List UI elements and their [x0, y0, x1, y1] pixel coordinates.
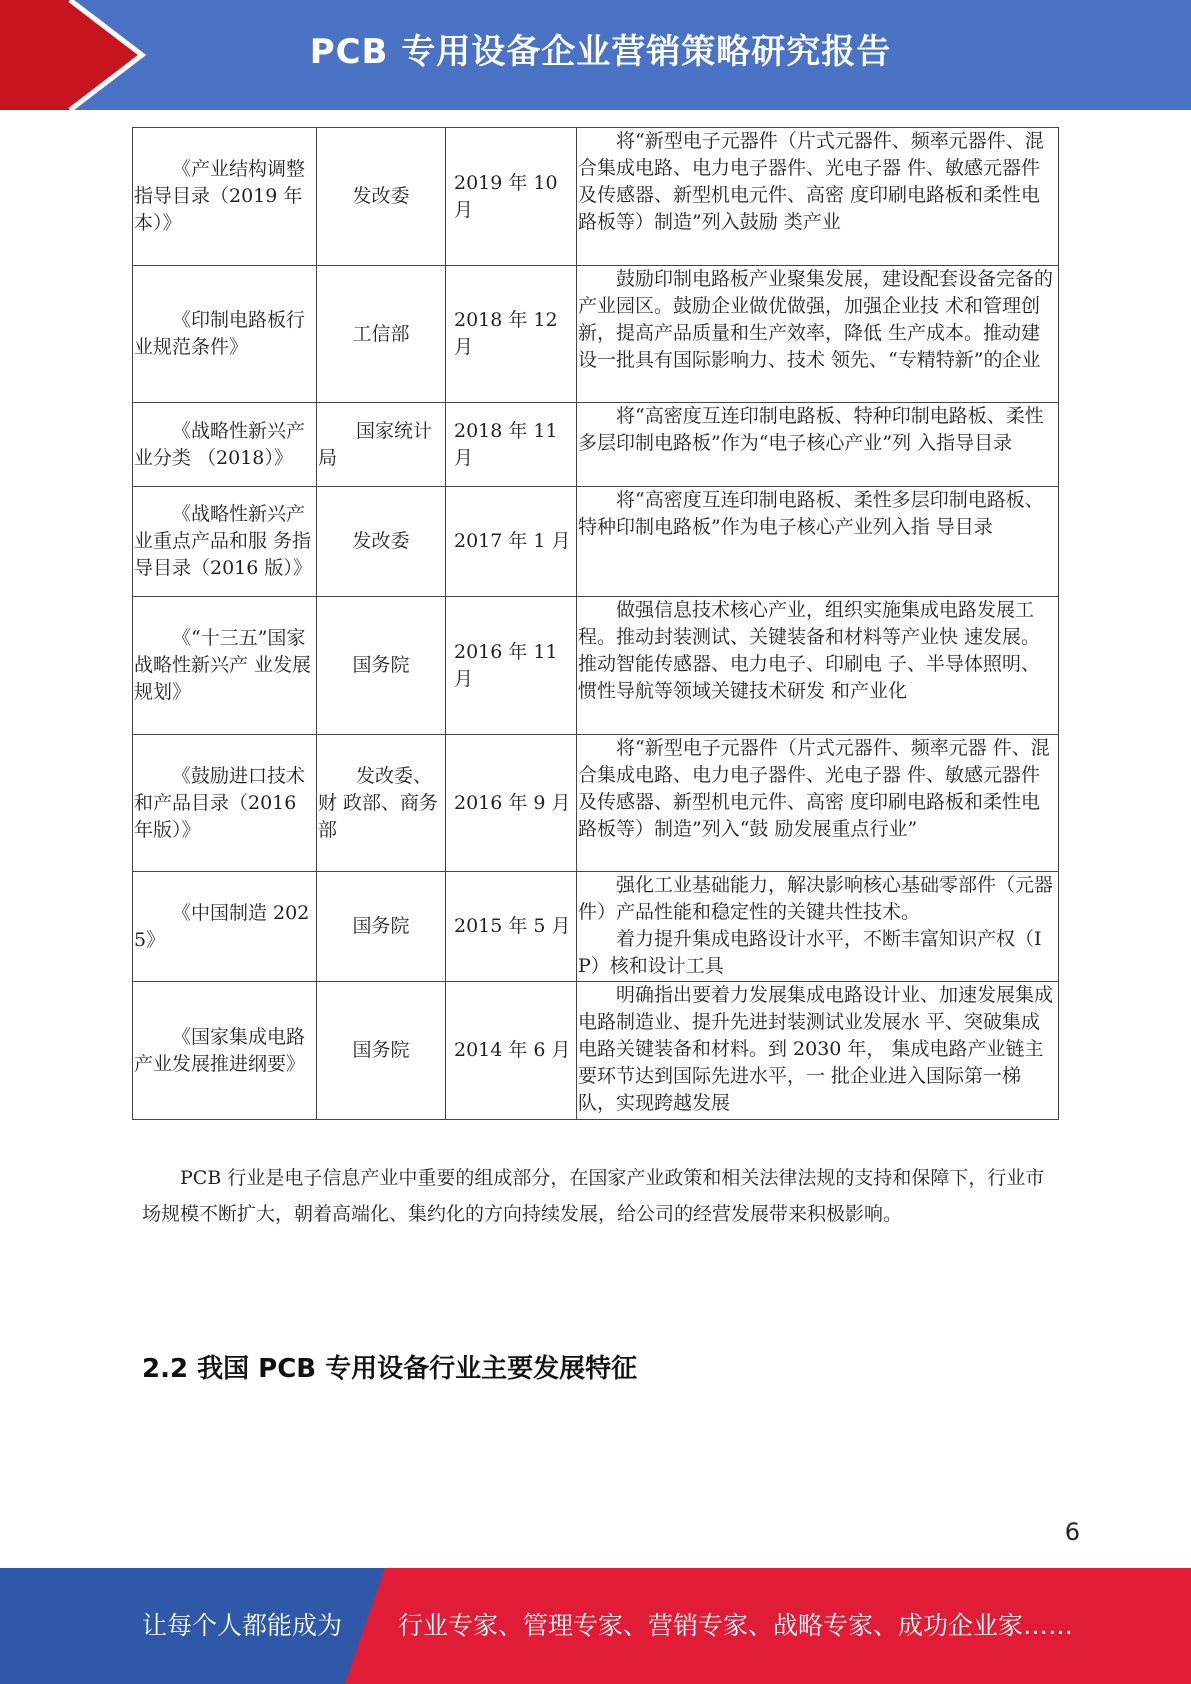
page-header	[0, 0, 1191, 110]
table-row	[133, 872, 1059, 982]
issuing-body: 发改委	[317, 487, 446, 597]
issuing-body: 国务院	[317, 982, 446, 1120]
footer-slogan-right: 行业专家、管理专家、营销专家、战略专家、成功企业家……	[398, 1611, 1074, 1640]
policy-name: 《战略性新兴产业分类 （2018）》	[133, 403, 317, 487]
footer-slogan-left: 让每个人都能成为	[142, 1611, 343, 1640]
policy-name: 《国家集成电路产业发展推进纲要》	[133, 982, 317, 1120]
table-row	[133, 403, 1059, 487]
issue-date: 2015 年 5 月	[446, 872, 577, 982]
table-row	[133, 487, 1059, 597]
report-title: PCB 专用设备企业营销策略研究报告	[309, 32, 892, 72]
policy-content: 将“高密度互连印制电路板、柔性多层印制电路板、特种印制电路板”作为电子核心产业列入指 导目录	[577, 487, 1059, 597]
policy-content-para-2: 着力提升集成电路设计水平，不断丰富知识产权（IP）核和设计工具	[578, 928, 1042, 977]
issue-date: 2016 年 11 月	[446, 597, 577, 735]
table-row	[133, 597, 1059, 735]
policy-content: 做强信息技术核心产业，组织实施集成电路发展工程。推动封装测试、关键装备和材料等产业快 速发展。推动智能传感器、电力电子、印刷电 子、半导体照明、惯性导航等领域关键技术研发 和产业化	[577, 597, 1059, 735]
issuing-body: 国务院	[317, 872, 446, 982]
policy-content: 将“新型电子元器件（片式元器件、频率元器 件、混合集成电路、电力电子器件、光电子器 件、敏感元器件及传感器、新型机电元件、高密 度印刷电路板和柔性电路板等）制造”列入“鼓 励发展重点行业”	[577, 735, 1059, 872]
table-row	[133, 266, 1059, 403]
policy-content-para-1: 强化工业基础能力，解决影响核心基础零部件（元器件）产品性能和稳定性的关键共性技术。	[578, 874, 1054, 923]
policy-table	[132, 127, 1059, 1120]
issuing-body: 发改委	[317, 128, 446, 266]
table-row	[133, 128, 1059, 266]
policy-content: 鼓励印制电路板产业聚集发展，建设配套设备完备的产业园区。鼓励企业做优做强，加强企业技 术和管理创新，提高产品质量和生产效率，降低 生产成本。推动建设一批具有国际影响力、技术 领先、“专精特新”的企业	[577, 266, 1059, 403]
section-heading: 2.2 我国 PCB 专用设备行业主要发展特征	[142, 1354, 638, 1384]
policy-name: 《“十三五”国家战略性新兴产 业发展规划》	[133, 597, 317, 735]
policy-name: 《产业结构调整指导目录（2019 年本）》	[133, 128, 317, 266]
issue-date: 2018 年 12 月	[446, 266, 577, 403]
policy-name: 《印制电路板行业规范条件》	[133, 266, 317, 403]
issue-date: 2019 年 10 月	[446, 128, 577, 266]
policy-name: 《战略性新兴产业重点产品和服 务指导目录（2016 版）》	[133, 487, 317, 597]
page-number: 6	[1064, 1518, 1080, 1546]
page-footer	[0, 1568, 1191, 1684]
policy-name: 《中国制造 2025》	[133, 872, 317, 982]
policy-content: 将“高密度互连印制电路板、特种印制电路板、柔性多层印制电路板”作为“电子核心产业”列 入指导目录	[577, 403, 1059, 487]
body-paragraph: PCB 行业是电子信息产业中重要的组成部分，在国家产业政策和相关法律法规的支持和保障下，行业市场规模不断扩大，朝着高端化、集约化的方向持续发展，给公司的经营发展带来积极影响。	[142, 1167, 1045, 1225]
policy-content: 明确指出要着力发展集成电路设计业、加速发展集成电路制造业、提升先进封装测试业发展水 平、突破集成电路关键装备和材料。到 2030 年， 集成电路产业链主要环节达到国际先进水平，一 批企业进入国际第一梯队，实现跨越发展	[577, 982, 1059, 1120]
table-row	[133, 982, 1059, 1120]
issuing-body: 发改委、财 政部、商务 部	[317, 735, 446, 872]
issuing-body: 国家统计局	[317, 403, 446, 487]
policy-name: 《鼓励进口技术和产品目录（2016 年版）》	[133, 735, 317, 872]
issue-date: 2016 年 9 月	[446, 735, 577, 872]
policy-content	[577, 872, 1059, 982]
issuing-body: 国务院	[317, 597, 446, 735]
issue-date: 2017 年 1 月	[446, 487, 577, 597]
table-row	[133, 735, 1059, 872]
issue-date: 2018 年 11 月	[446, 403, 577, 487]
issuing-body: 工信部	[317, 266, 446, 403]
issue-date: 2014 年 6 月	[446, 982, 577, 1120]
policy-content: 将“新型电子元器件（片式元器件、频率元器件、混合集成电路、电力电子器件、光电子器 件、敏感元器件及传感器、新型机电元件、高密 度印刷电路板和柔性电路板等）制造”列入鼓励 类产业	[577, 128, 1059, 266]
